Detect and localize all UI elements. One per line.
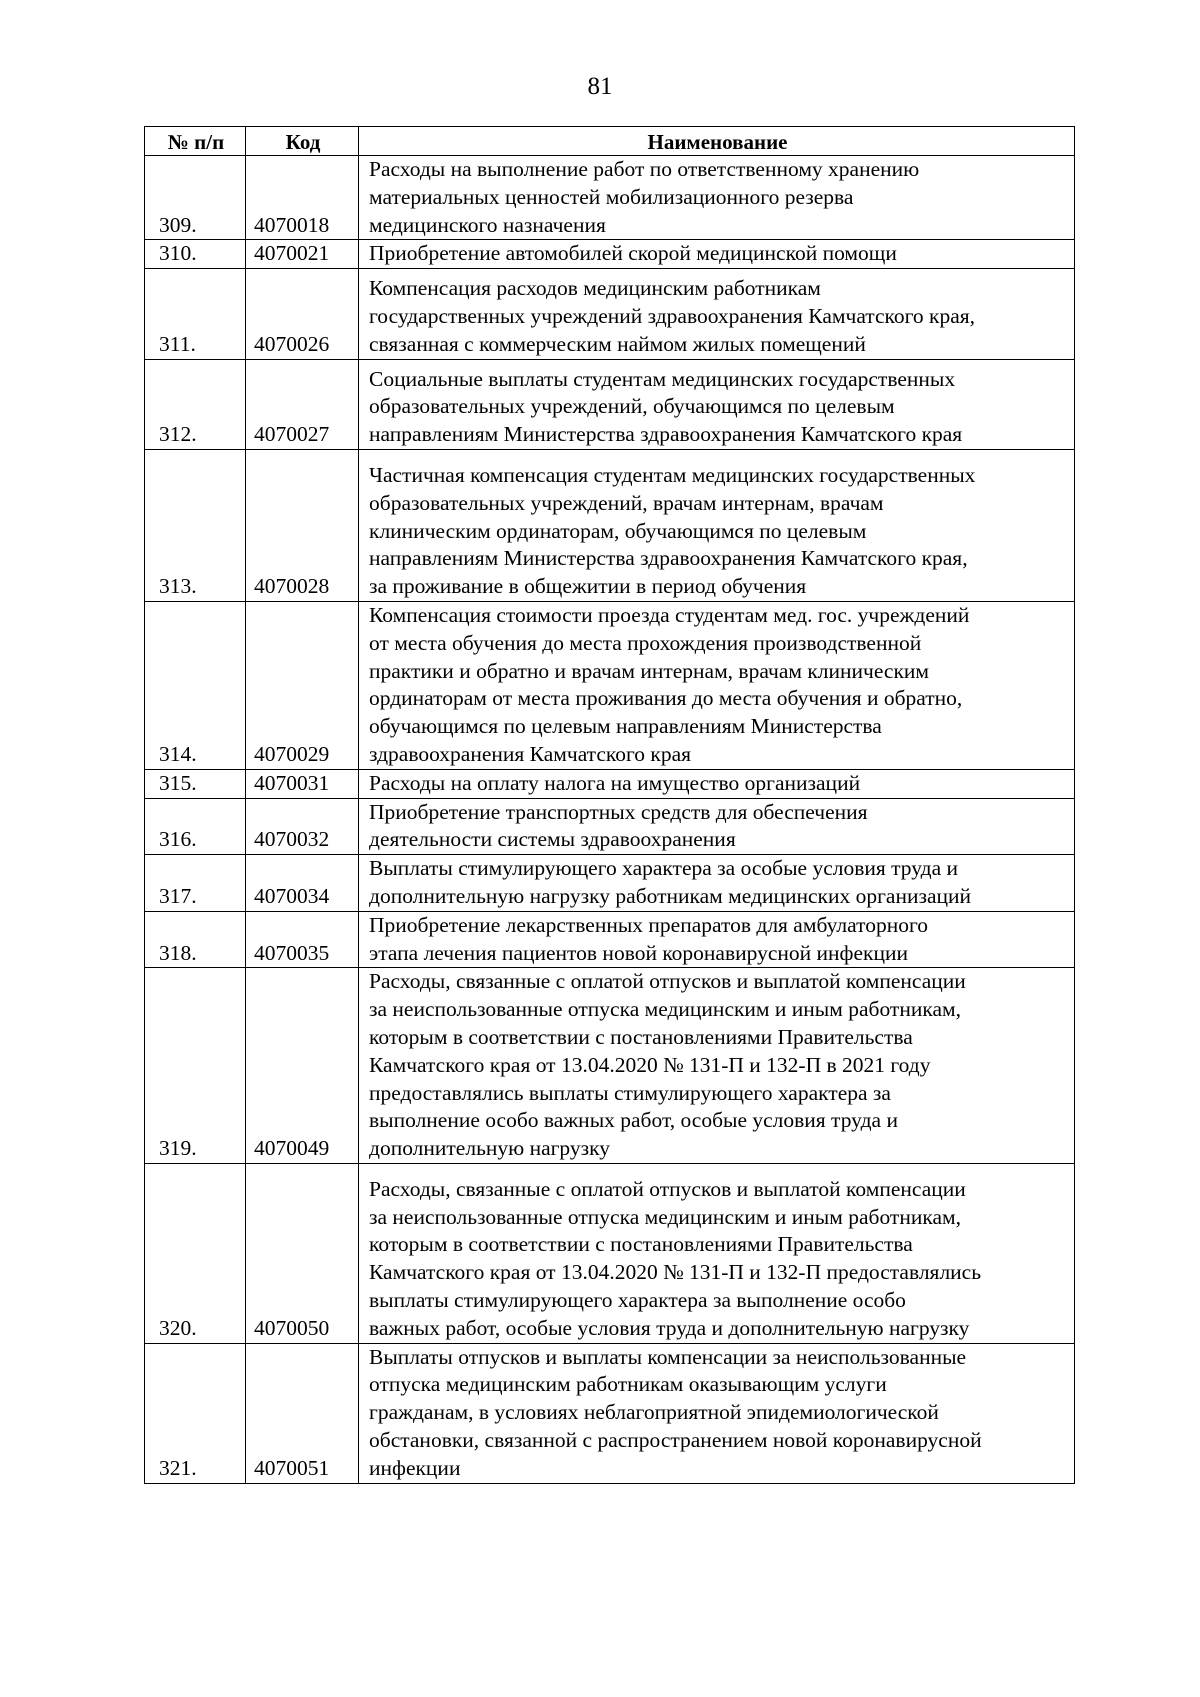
row-name-line: образовательных учреждений, врачам интернам, врачам [369,490,884,515]
row-number: 316. [145,798,246,855]
table-row [145,855,1075,912]
row-name-line: ординаторам от места проживания до места обучения и обратно, [369,686,963,711]
row-number: 313. [145,449,246,601]
table-row [145,798,1075,855]
row-name-line: инфекции [369,1455,461,1480]
row-name [359,359,1075,449]
row-code: 4070049 [246,968,359,1164]
row-code: 4070034 [246,855,359,912]
row-name-line: Приобретение транспортных средств для обеспечения [369,799,868,824]
table-body [145,156,1075,1484]
row-name [359,1163,1075,1343]
row-name-line: Приобретение лекарственных препаратов для амбулаторного [369,912,928,937]
table-row [145,269,1075,359]
row-number: 321. [145,1343,246,1483]
row-name-line: деятельности системы здравоохранения [369,827,736,852]
row-name-line: связанная с коммерческим наймом жилых помещений [369,331,866,356]
row-name-line: за неиспользованные отпуска медицинским и иным работникам, [369,1204,961,1229]
header-code: Код [246,127,359,156]
header-number: № п/п [145,127,246,156]
row-name [359,911,1075,968]
row-code: 4070021 [246,240,359,269]
row-name-line: Выплаты отпусков и выплаты компенсации за неиспользованные [369,1344,967,1369]
row-name-line: предоставлялись выплаты стимулирующего характера за [369,1080,891,1105]
row-code: 4070031 [246,769,359,798]
table-row [145,601,1075,769]
row-name-line: государственных учреждений здравоохранения Камчатского края, [369,303,976,328]
row-name-line: Выплаты стимулирующего характера за особые условия труда и [369,856,959,881]
row-name-line: от места обучения до места прохождения производственной [369,630,922,655]
table-row [145,1163,1075,1343]
row-name-line: выплаты стимулирующего характера за выполнение особо [369,1288,906,1313]
row-name-line: Камчатского края от 13.04.2020 № 131-П и 132-П предоставлялись [369,1260,982,1285]
table-row [145,449,1075,601]
row-name-line: которым в соответствии с постановлениями Правительства [369,1232,913,1257]
table-row [145,911,1075,968]
row-number: 319. [145,968,246,1164]
row-name-line: обучающимся по целевым направлениям Министерства [369,714,882,739]
row-name-line: этапа лечения пациентов новой коронавирусной инфекции [369,940,908,965]
row-name-line: которым в соответствии с постановлениями Правительства [369,1024,913,1049]
row-code: 4070026 [246,269,359,359]
row-name-line: Расходы, связанные с оплатой отпусков и выплатой компенсации [369,1176,966,1201]
row-code: 4070032 [246,798,359,855]
row-name [359,968,1075,1164]
table-header-row [145,127,1075,156]
row-name-line: Социальные выплаты студентам медицинских государственных [369,366,956,391]
row-number: 312. [145,359,246,449]
row-name-line: дополнительную нагрузку [369,1136,611,1161]
row-number: 311. [145,269,246,359]
row-code: 4070027 [246,359,359,449]
row-name-line: отпуска медицинским работникам оказывающим услуги [369,1372,887,1397]
row-name [359,855,1075,912]
row-name-line: Расходы на выполнение работ по ответственному хранению [369,157,920,181]
row-name [359,769,1075,798]
table-row [145,156,1075,240]
row-name-line: образовательных учреждений, обучающимся по целевым [369,394,895,419]
row-name-line: Расходы на оплату налога на имущество организаций [369,770,861,795]
row-name-line: направлениям Министерства здравоохранения Камчатского края, [369,546,968,571]
row-number: 318. [145,911,246,968]
row-name [359,449,1075,601]
row-name-line: выполнение особо важных работ, особые условия труда и [369,1108,898,1133]
table-row [145,769,1075,798]
row-name-line: за проживание в общежитии в период обучения [369,574,807,599]
row-name-line: гражданам, в условиях неблагоприятной эпидемиологической [369,1400,939,1425]
row-name-line: за неиспользованные отпуска медицинским и иным работникам, [369,997,961,1022]
row-code: 4070029 [246,601,359,769]
row-name [359,269,1075,359]
budget-codes-table [144,126,1075,1484]
header-name: Наименование [359,127,1075,156]
page-number: 81 [587,73,613,100]
row-name-line: важных работ, особые условия труда и дополнительную нагрузку [369,1315,970,1340]
table-row [145,968,1075,1164]
row-name-line: здравоохранения Камчатского края [369,741,692,766]
row-number: 320. [145,1163,246,1343]
row-number: 317. [145,855,246,912]
row-name-line: клиническим ординаторам, обучающимся по целевым [369,518,867,543]
row-name [359,1343,1075,1483]
row-code: 4070035 [246,911,359,968]
row-name-line: Расходы, связанные с оплатой отпусков и выплатой компенсации [369,969,966,994]
row-name-line: обстановки, связанной с распространением новой коронавирусной [369,1428,982,1453]
row-name [359,240,1075,269]
table-row [145,359,1075,449]
row-name-line: направлениям Министерства здравоохранения Камчатского края [369,422,963,447]
row-name [359,156,1075,240]
row-name-line: Компенсация стоимости проезда студентам мед. гос. учреждений [369,602,970,627]
row-name-line: дополнительную нагрузку работникам медицинских организаций [369,883,972,908]
row-name-line: медицинского назначения [369,212,606,237]
table-row [145,1343,1075,1483]
row-code: 4070018 [246,156,359,240]
row-name-line: Компенсация расходов медицинским работникам [369,276,821,301]
table-row [145,240,1075,269]
row-code: 4070050 [246,1163,359,1343]
row-name-line: Камчатского края от 13.04.2020 № 131-П и 132-П в 2021 году [369,1052,931,1077]
row-number: 310. [145,240,246,269]
row-number: 309. [145,156,246,240]
row-name-line: практики и обратно и врачам интернам, врачам клиническим [369,658,930,683]
row-name [359,601,1075,769]
row-name [359,798,1075,855]
row-code: 4070051 [246,1343,359,1483]
row-number: 315. [145,769,246,798]
row-code: 4070028 [246,449,359,601]
row-name-line: материальных ценностей мобилизационного резерва [369,184,854,209]
row-number: 314. [145,601,246,769]
row-name-line: Частичная компенсация студентам медицинских государственных [369,462,976,487]
row-name-line: Приобретение автомобилей скорой медицинской помощи [369,241,897,266]
